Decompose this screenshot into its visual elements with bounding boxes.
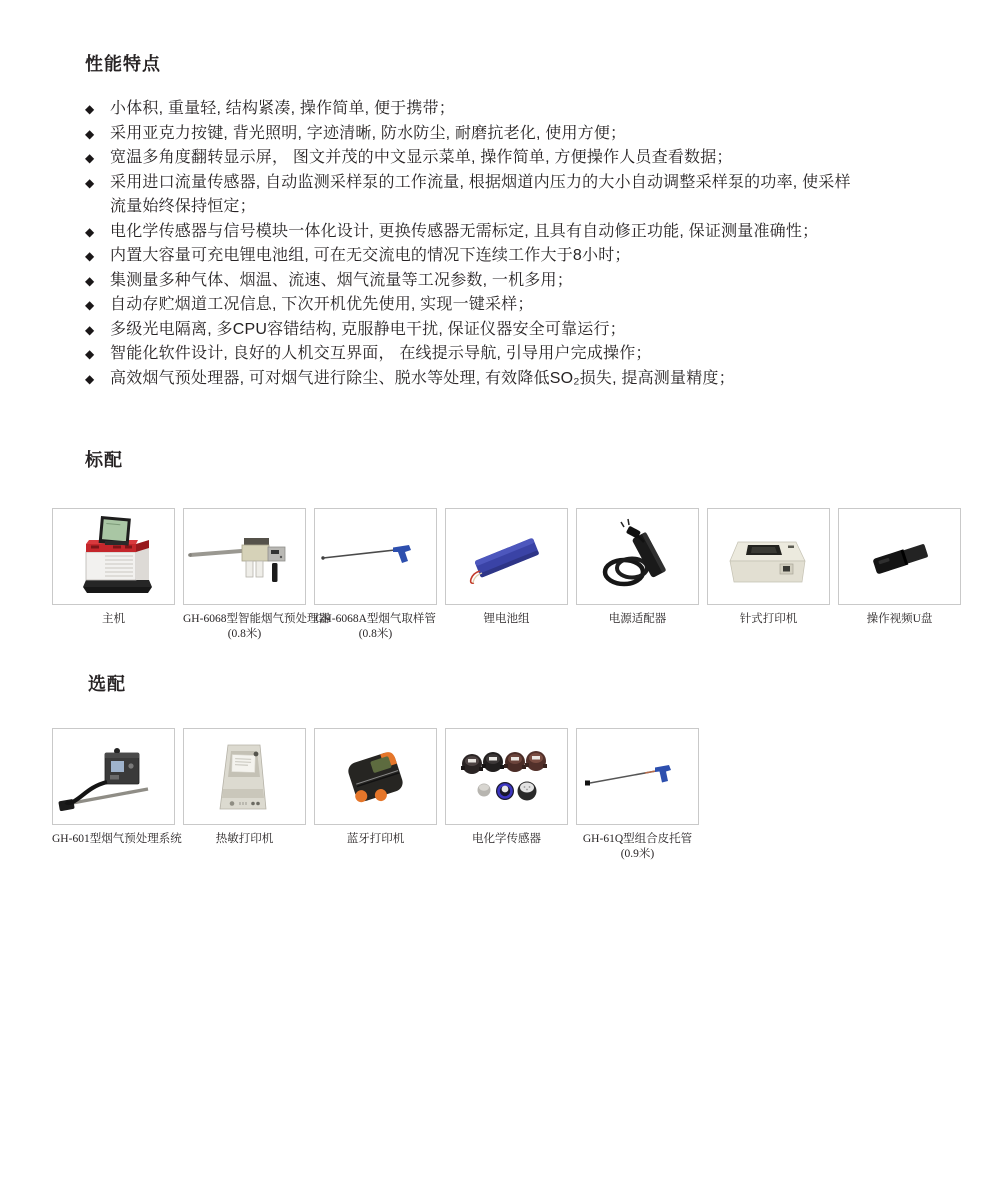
feature-item [85,244,915,269]
product-label: 热敏打印机 [215,833,274,845]
product-label: GH-61Q型组合皮托管 [582,833,693,845]
product-card-gh61q-pitot-tube [576,728,699,862]
product-sub-label: (0.8米) [227,628,262,640]
dot-matrix-printer-image [707,508,830,605]
feature-item [85,171,915,220]
feature-item [85,318,915,343]
diamond-bullet-icon: ◆ [85,151,95,165]
power-adapter-image [576,508,699,605]
feature-item [85,146,915,171]
product-card-dot-matrix-printer [707,508,830,642]
usb-drive-image [838,508,961,605]
diamond-bullet-icon: ◆ [85,322,95,337]
gh6068-preprocessor-image [183,508,306,605]
product-label: 电源适配器 [608,613,667,625]
product-sub-label: (0.8米) [358,628,393,640]
feature-text: 采用亚克力按键, 背光照明, 字迹清晰, 防水防尘, 耐磨抗老化, 使用方便； [110,124,627,142]
feature-item [85,269,915,294]
feature-item [85,293,915,318]
product-label: 操作视频U盘 [866,613,933,625]
product-card-power-adapter [576,508,699,642]
product-card-usb-drive [838,508,961,642]
usb-drive-illustration [839,509,960,604]
feature-text: 宽温多角度翻转显示屏， 图文并茂的中文显示菜单, 操作简单, 方便操作人员查看数据； [110,149,733,166]
product-label: 电化学传感器 [472,833,541,845]
main-unit-image [52,508,175,605]
diamond-bullet-icon: ◆ [85,347,95,361]
optional-section-title: 选配 [88,674,126,694]
feature-text: 多级光电隔离, 多CPU容错结构, 克服静电干扰, 保证仪器安全可靠运行； [110,320,626,338]
gh6068-preprocessor-illustration [184,509,305,604]
product-card-main-unit [52,508,175,642]
gh6068a-sampling-tube-illustration [315,509,436,604]
feature-text: 高效烟气预处理器, 可对烟气进行除尘、脱水等处理, 有效降低SO₂损失, 提高测量精度； [110,369,735,387]
lithium-battery-illustration [446,509,567,604]
product-card-bluetooth-printer [314,728,437,862]
gh601-pretreatment-system-image [52,728,175,825]
feature-item [85,122,915,147]
features-section-title: 性能特点 [85,54,161,74]
feature-item [85,367,915,392]
diamond-bullet-icon: ◆ [85,298,95,312]
lithium-battery-image [445,508,568,605]
feature-text: 自动存贮烟道工况信息, 下次开机优先使用, 实现一键采样； [110,296,534,313]
product-card-electrochemical-sensors [445,728,568,862]
feature-text: 智能化软件设计, 良好的人机交互界面， 在线提示导航, 引导用户完成操作； [110,345,652,362]
diamond-bullet-icon: ◆ [85,371,95,386]
feature-item [85,97,915,122]
product-label: GH-6068型智能烟气预处理器 [183,613,330,625]
dot-matrix-printer-illustration [708,509,829,604]
feature-text: 采用进口流量传感器, 自动监测采样泵的工作流量, 根据烟道内压力的大小自动调整采样泵的功率, 使采样流量始终保持恒定； [110,173,851,215]
product-label: 主机 [102,613,125,625]
diamond-bullet-icon: ◆ [85,273,95,288]
product-card-lithium-battery [445,508,568,642]
feature-item [85,220,915,245]
features-list [85,97,915,391]
product-sub-label: (0.9米) [620,848,655,860]
product-label: 蓝牙打印机 [346,833,405,845]
feature-text: 内置大容量可充电锂电池组, 可在无交流电的情况下连续工作大于8小时； [110,247,631,264]
feature-item [85,342,915,367]
product-label: 锂电池组 [483,613,530,625]
product-card-gh6068a-sampling-tube [314,508,437,642]
product-label: GH-6068A型烟气取样管 [315,613,436,625]
thermal-printer-illustration [184,729,305,824]
standard-section-title: 标配 [85,450,123,470]
gh6068a-sampling-tube-image [314,508,437,605]
diamond-bullet-icon: ◆ [85,249,95,263]
product-label: 针式打印机 [739,613,798,625]
product-label: GH-601型烟气预处理系统 [52,833,182,845]
gh61q-pitot-tube-image [576,728,699,825]
product-card-thermal-printer [183,728,306,862]
standard-products-row [52,508,961,642]
diamond-bullet-icon: ◆ [85,126,95,141]
gh601-pretreatment-system-illustration [53,729,174,824]
product-card-gh6068-preprocessor [183,508,330,642]
electrochemical-sensors-illustration [446,729,567,824]
optional-products-row [52,728,699,862]
bluetooth-printer-image [314,728,437,825]
feature-text: 小体积, 重量轻, 结构紧凑, 操作简单, 便于携带； [110,100,455,117]
product-card-gh601-system [52,728,182,862]
thermal-printer-image [183,728,306,825]
feature-text: 电化学传感器与信号模块一体化设计, 更换传感器无需标定, 且具有自动修正功能, 保证测量准确性； [110,222,819,240]
feature-text: 集测量多种气体、烟温、流速、烟气流量等工况参数, 一机多用； [110,271,573,289]
diamond-bullet-icon: ◆ [85,102,95,116]
bluetooth-printer-illustration [315,729,436,824]
electrochemical-sensors-image [445,728,568,825]
gh61q-pitot-tube-illustration [577,729,698,824]
main-unit-illustration [53,509,174,604]
power-adapter-illustration [577,509,698,604]
diamond-bullet-icon: ◆ [85,224,95,239]
diamond-bullet-icon: ◆ [85,175,95,190]
